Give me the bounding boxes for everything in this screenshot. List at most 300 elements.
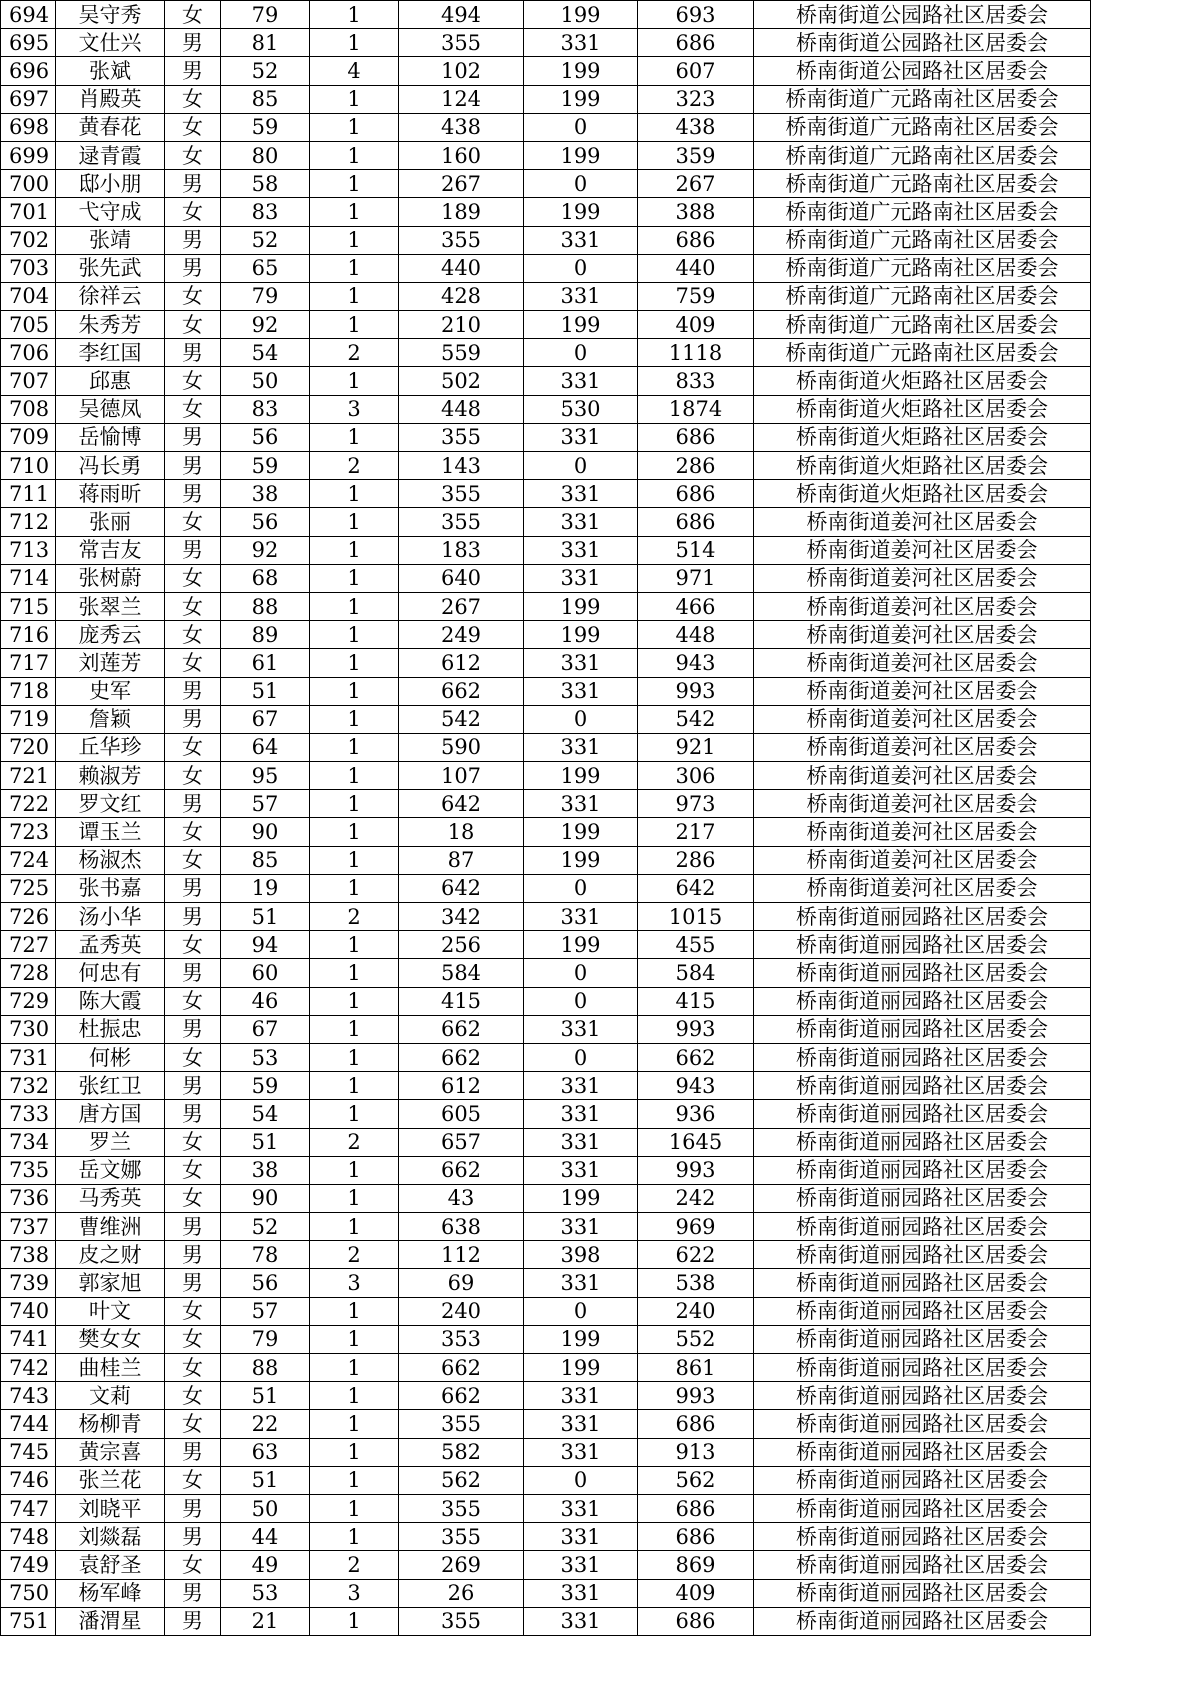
- table-row: [1, 1269, 1091, 1297]
- gender-cell: 女: [165, 1382, 221, 1410]
- amount-b-cell: 331: [524, 1213, 638, 1241]
- gender-cell: 女: [165, 649, 221, 677]
- community-cell: 桥南街道丽园路社区居委会: [754, 1607, 1091, 1635]
- table-row: [1, 1241, 1091, 1269]
- community-cell: 桥南街道丽园路社区居委会: [754, 1579, 1091, 1607]
- table-row: [1, 339, 1091, 367]
- table-row: [1, 1523, 1091, 1551]
- total-cell: 943: [638, 1072, 754, 1100]
- table-row: [1, 987, 1091, 1015]
- gender-cell: 男: [165, 1607, 221, 1635]
- community-cell: 桥南街道广元路南社区居委会: [754, 141, 1091, 169]
- community-cell: 桥南街道广元路南社区居委会: [754, 226, 1091, 254]
- community-cell: 桥南街道丽园路社区居委会: [754, 931, 1091, 959]
- age-cell: 49: [221, 1551, 310, 1579]
- community-cell: 桥南街道姜河社区居委会: [754, 790, 1091, 818]
- age-cell: 89: [221, 621, 310, 649]
- age-cell: 58: [221, 170, 310, 198]
- table-row: [1, 733, 1091, 761]
- count-cell: 1: [310, 762, 399, 790]
- amount-b-cell: 0: [524, 874, 638, 902]
- table-row: [1, 931, 1091, 959]
- count-cell: 1: [310, 1607, 399, 1635]
- community-cell: 桥南街道丽园路社区居委会: [754, 1184, 1091, 1212]
- count-cell: 1: [310, 1438, 399, 1466]
- community-cell: 桥南街道姜河社区居委会: [754, 677, 1091, 705]
- count-cell: 2: [310, 1128, 399, 1156]
- row-number: 724: [1, 846, 56, 874]
- count-cell: 1: [310, 1466, 399, 1494]
- count-cell: 1: [310, 874, 399, 902]
- gender-cell: 男: [165, 1494, 221, 1522]
- amount-b-cell: 331: [524, 1015, 638, 1043]
- count-cell: 1: [310, 170, 399, 198]
- amount-a-cell: 612: [399, 649, 524, 677]
- name-cell: 刘莲芳: [56, 649, 165, 677]
- total-cell: 973: [638, 790, 754, 818]
- total-cell: 686: [638, 226, 754, 254]
- total-cell: 833: [638, 367, 754, 395]
- name-cell: 何忠有: [56, 959, 165, 987]
- gender-cell: 女: [165, 1410, 221, 1438]
- age-cell: 81: [221, 29, 310, 57]
- row-number: 723: [1, 818, 56, 846]
- gender-cell: 女: [165, 1466, 221, 1494]
- amount-b-cell: 0: [524, 1466, 638, 1494]
- name-cell: 吴德凤: [56, 395, 165, 423]
- community-cell: 桥南街道姜河社区居委会: [754, 705, 1091, 733]
- row-number: 694: [1, 1, 56, 29]
- count-cell: 1: [310, 536, 399, 564]
- count-cell: 1: [310, 1213, 399, 1241]
- amount-b-cell: 331: [524, 1494, 638, 1522]
- name-cell: 何彬: [56, 1043, 165, 1071]
- name-cell: 张树蔚: [56, 564, 165, 592]
- count-cell: 1: [310, 987, 399, 1015]
- gender-cell: 男: [165, 1269, 221, 1297]
- community-cell: 桥南街道丽园路社区居委会: [754, 1523, 1091, 1551]
- amount-a-cell: 355: [399, 1410, 524, 1438]
- count-cell: 1: [310, 1382, 399, 1410]
- age-cell: 38: [221, 480, 310, 508]
- amount-a-cell: 355: [399, 226, 524, 254]
- table-row: [1, 452, 1091, 480]
- count-cell: 1: [310, 1015, 399, 1043]
- community-cell: 桥南街道姜河社区居委会: [754, 874, 1091, 902]
- total-cell: 686: [638, 1607, 754, 1635]
- row-number: 709: [1, 423, 56, 451]
- amount-a-cell: 267: [399, 170, 524, 198]
- gender-cell: 男: [165, 903, 221, 931]
- amount-a-cell: 18: [399, 818, 524, 846]
- total-cell: 1118: [638, 339, 754, 367]
- total-cell: 584: [638, 959, 754, 987]
- count-cell: 1: [310, 254, 399, 282]
- table-row: [1, 1, 1091, 29]
- amount-b-cell: 331: [524, 536, 638, 564]
- table-row: [1, 29, 1091, 57]
- community-cell: 桥南街道广元路南社区居委会: [754, 170, 1091, 198]
- amount-a-cell: 355: [399, 423, 524, 451]
- amount-b-cell: 331: [524, 1156, 638, 1184]
- amount-b-cell: 199: [524, 931, 638, 959]
- community-cell: 桥南街道姜河社区居委会: [754, 818, 1091, 846]
- name-cell: 刘晓平: [56, 1494, 165, 1522]
- table-row: [1, 818, 1091, 846]
- total-cell: 686: [638, 1410, 754, 1438]
- row-number: 728: [1, 959, 56, 987]
- community-cell: 桥南街道广元路南社区居委会: [754, 198, 1091, 226]
- amount-b-cell: 331: [524, 508, 638, 536]
- age-cell: 51: [221, 1466, 310, 1494]
- total-cell: 936: [638, 1100, 754, 1128]
- name-cell: 冯长勇: [56, 452, 165, 480]
- total-cell: 993: [638, 1382, 754, 1410]
- name-cell: 陈大霞: [56, 987, 165, 1015]
- age-cell: 83: [221, 395, 310, 423]
- age-cell: 59: [221, 1072, 310, 1100]
- name-cell: 皮之财: [56, 1241, 165, 1269]
- gender-cell: 男: [165, 1438, 221, 1466]
- community-cell: 桥南街道丽园路社区居委会: [754, 903, 1091, 931]
- total-cell: 686: [638, 29, 754, 57]
- table-row: [1, 508, 1091, 536]
- age-cell: 51: [221, 677, 310, 705]
- amount-a-cell: 249: [399, 621, 524, 649]
- amount-a-cell: 559: [399, 339, 524, 367]
- table-row: [1, 1607, 1091, 1635]
- row-number: 700: [1, 170, 56, 198]
- total-cell: 913: [638, 1438, 754, 1466]
- total-cell: 607: [638, 57, 754, 85]
- amount-b-cell: 331: [524, 1382, 638, 1410]
- name-cell: 蒋雨昕: [56, 480, 165, 508]
- table-row: [1, 649, 1091, 677]
- gender-cell: 女: [165, 1354, 221, 1382]
- age-cell: 80: [221, 141, 310, 169]
- count-cell: 1: [310, 1325, 399, 1353]
- total-cell: 642: [638, 874, 754, 902]
- amount-b-cell: 331: [524, 1607, 638, 1635]
- table-row: [1, 1382, 1091, 1410]
- age-cell: 79: [221, 282, 310, 310]
- table-row: [1, 903, 1091, 931]
- row-number: 739: [1, 1269, 56, 1297]
- table-row: [1, 874, 1091, 902]
- count-cell: 1: [310, 141, 399, 169]
- name-cell: 黄宗喜: [56, 1438, 165, 1466]
- gender-cell: 女: [165, 1156, 221, 1184]
- gender-cell: 男: [165, 226, 221, 254]
- age-cell: 92: [221, 311, 310, 339]
- amount-b-cell: 199: [524, 818, 638, 846]
- table-row: [1, 480, 1091, 508]
- amount-a-cell: 355: [399, 29, 524, 57]
- amount-a-cell: 440: [399, 254, 524, 282]
- name-cell: 杜振忠: [56, 1015, 165, 1043]
- name-cell: 曹维洲: [56, 1213, 165, 1241]
- gender-cell: 男: [165, 1072, 221, 1100]
- amount-b-cell: 199: [524, 141, 638, 169]
- gender-cell: 女: [165, 564, 221, 592]
- row-number: 735: [1, 1156, 56, 1184]
- name-cell: 杨淑杰: [56, 846, 165, 874]
- row-number: 742: [1, 1354, 56, 1382]
- total-cell: 323: [638, 85, 754, 113]
- name-cell: 徐祥云: [56, 282, 165, 310]
- community-cell: 桥南街道丽园路社区居委会: [754, 1325, 1091, 1353]
- row-number: 750: [1, 1579, 56, 1607]
- amount-b-cell: 331: [524, 1579, 638, 1607]
- table-row: [1, 1015, 1091, 1043]
- table-row: [1, 1354, 1091, 1382]
- total-cell: 448: [638, 621, 754, 649]
- total-cell: 455: [638, 931, 754, 959]
- gender-cell: 男: [165, 1100, 221, 1128]
- gender-cell: 男: [165, 874, 221, 902]
- row-number: 701: [1, 198, 56, 226]
- amount-a-cell: 267: [399, 592, 524, 620]
- count-cell: 1: [310, 508, 399, 536]
- name-cell: 孟秀英: [56, 931, 165, 959]
- community-cell: 桥南街道广元路南社区居委会: [754, 339, 1091, 367]
- amount-b-cell: 331: [524, 733, 638, 761]
- count-cell: 1: [310, 621, 399, 649]
- amount-a-cell: 26: [399, 1579, 524, 1607]
- age-cell: 60: [221, 959, 310, 987]
- community-cell: 桥南街道姜河社区居委会: [754, 846, 1091, 874]
- row-number: 736: [1, 1184, 56, 1212]
- name-cell: 李红国: [56, 339, 165, 367]
- table-row: [1, 846, 1091, 874]
- community-cell: 桥南街道丽园路社区居委会: [754, 1015, 1091, 1043]
- row-number: 732: [1, 1072, 56, 1100]
- table-row: [1, 141, 1091, 169]
- total-cell: 286: [638, 452, 754, 480]
- community-cell: 桥南街道广元路南社区居委会: [754, 282, 1091, 310]
- gender-cell: 女: [165, 282, 221, 310]
- amount-a-cell: 502: [399, 367, 524, 395]
- table-row: [1, 790, 1091, 818]
- total-cell: 686: [638, 1523, 754, 1551]
- total-cell: 869: [638, 1551, 754, 1579]
- gender-cell: 女: [165, 846, 221, 874]
- table-row: [1, 1128, 1091, 1156]
- age-cell: 88: [221, 592, 310, 620]
- count-cell: 1: [310, 282, 399, 310]
- age-cell: 79: [221, 1325, 310, 1353]
- community-cell: 桥南街道丽园路社区居委会: [754, 1466, 1091, 1494]
- name-cell: 刘燚磊: [56, 1523, 165, 1551]
- count-cell: 1: [310, 1297, 399, 1325]
- count-cell: 2: [310, 1551, 399, 1579]
- gender-cell: 女: [165, 1325, 221, 1353]
- total-cell: 686: [638, 1494, 754, 1522]
- community-cell: 桥南街道公园路社区居委会: [754, 1, 1091, 29]
- gender-cell: 女: [165, 508, 221, 536]
- row-number: 722: [1, 790, 56, 818]
- amount-a-cell: 590: [399, 733, 524, 761]
- gender-cell: 女: [165, 141, 221, 169]
- age-cell: 53: [221, 1579, 310, 1607]
- community-cell: 桥南街道丽园路社区居委会: [754, 1551, 1091, 1579]
- table-row: [1, 959, 1091, 987]
- name-cell: 文仕兴: [56, 29, 165, 57]
- name-cell: 张翠兰: [56, 592, 165, 620]
- row-number: 718: [1, 677, 56, 705]
- amount-b-cell: 0: [524, 959, 638, 987]
- community-cell: 桥南街道公园路社区居委会: [754, 29, 1091, 57]
- name-cell: 潘渭星: [56, 1607, 165, 1635]
- table-row: [1, 367, 1091, 395]
- count-cell: 1: [310, 1156, 399, 1184]
- community-cell: 桥南街道丽园路社区居委会: [754, 1156, 1091, 1184]
- total-cell: 993: [638, 677, 754, 705]
- total-cell: 1015: [638, 903, 754, 931]
- community-cell: 桥南街道姜河社区居委会: [754, 649, 1091, 677]
- age-cell: 67: [221, 1015, 310, 1043]
- community-cell: 桥南街道丽园路社区居委会: [754, 1128, 1091, 1156]
- name-cell: 丘华珍: [56, 733, 165, 761]
- total-cell: 562: [638, 1466, 754, 1494]
- amount-a-cell: 494: [399, 1, 524, 29]
- age-cell: 54: [221, 1100, 310, 1128]
- gender-cell: 男: [165, 423, 221, 451]
- amount-a-cell: 143: [399, 452, 524, 480]
- total-cell: 542: [638, 705, 754, 733]
- table-row: [1, 592, 1091, 620]
- amount-b-cell: 331: [524, 1128, 638, 1156]
- table-row: [1, 113, 1091, 141]
- amount-a-cell: 269: [399, 1551, 524, 1579]
- amount-b-cell: 331: [524, 1551, 638, 1579]
- table-row: [1, 1184, 1091, 1212]
- row-number: 703: [1, 254, 56, 282]
- community-cell: 桥南街道姜河社区居委会: [754, 733, 1091, 761]
- amount-a-cell: 69: [399, 1269, 524, 1297]
- row-number: 745: [1, 1438, 56, 1466]
- name-cell: 吴守秀: [56, 1, 165, 29]
- row-number: 730: [1, 1015, 56, 1043]
- amount-b-cell: 331: [524, 1100, 638, 1128]
- row-number: 725: [1, 874, 56, 902]
- amount-b-cell: 331: [524, 1410, 638, 1438]
- community-cell: 桥南街道丽园路社区居委会: [754, 1100, 1091, 1128]
- table-row: [1, 1043, 1091, 1071]
- total-cell: 409: [638, 311, 754, 339]
- row-number: 698: [1, 113, 56, 141]
- community-cell: 桥南街道广元路南社区居委会: [754, 311, 1091, 339]
- amount-a-cell: 662: [399, 1043, 524, 1071]
- table-row: [1, 254, 1091, 282]
- community-cell: 桥南街道火炬路社区居委会: [754, 367, 1091, 395]
- total-cell: 921: [638, 733, 754, 761]
- total-cell: 440: [638, 254, 754, 282]
- row-number: 748: [1, 1523, 56, 1551]
- amount-b-cell: 398: [524, 1241, 638, 1269]
- amount-b-cell: 331: [524, 790, 638, 818]
- count-cell: 1: [310, 480, 399, 508]
- count-cell: 4: [310, 57, 399, 85]
- table-row: [1, 564, 1091, 592]
- community-cell: 桥南街道姜河社区居委会: [754, 508, 1091, 536]
- row-number: 708: [1, 395, 56, 423]
- gender-cell: 男: [165, 1579, 221, 1607]
- table-row: [1, 705, 1091, 733]
- community-cell: 桥南街道丽园路社区居委会: [754, 1438, 1091, 1466]
- age-cell: 65: [221, 254, 310, 282]
- table-row: [1, 1297, 1091, 1325]
- row-number: 747: [1, 1494, 56, 1522]
- name-cell: 邸小朋: [56, 170, 165, 198]
- amount-a-cell: 584: [399, 959, 524, 987]
- gender-cell: 男: [165, 1015, 221, 1043]
- total-cell: 1874: [638, 395, 754, 423]
- community-cell: 桥南街道广元路南社区居委会: [754, 254, 1091, 282]
- gender-cell: 女: [165, 1297, 221, 1325]
- amount-b-cell: 199: [524, 1184, 638, 1212]
- table-row: [1, 762, 1091, 790]
- total-cell: 969: [638, 1213, 754, 1241]
- count-cell: 1: [310, 423, 399, 451]
- name-cell: 弋守成: [56, 198, 165, 226]
- table-row: [1, 1213, 1091, 1241]
- count-cell: 1: [310, 29, 399, 57]
- age-cell: 78: [221, 1241, 310, 1269]
- name-cell: 史军: [56, 677, 165, 705]
- age-cell: 56: [221, 508, 310, 536]
- table-row: [1, 226, 1091, 254]
- row-number: 717: [1, 649, 56, 677]
- gender-cell: 女: [165, 1, 221, 29]
- amount-a-cell: 355: [399, 1607, 524, 1635]
- community-cell: 桥南街道丽园路社区居委会: [754, 1297, 1091, 1325]
- count-cell: 1: [310, 226, 399, 254]
- amount-b-cell: 0: [524, 1297, 638, 1325]
- count-cell: 1: [310, 677, 399, 705]
- table-row: [1, 1466, 1091, 1494]
- amount-a-cell: 582: [399, 1438, 524, 1466]
- row-number: 744: [1, 1410, 56, 1438]
- amount-b-cell: 199: [524, 762, 638, 790]
- table-row: [1, 621, 1091, 649]
- name-cell: 袁舒圣: [56, 1551, 165, 1579]
- amount-b-cell: 199: [524, 198, 638, 226]
- table-body: [1, 1, 1091, 1636]
- total-cell: 242: [638, 1184, 754, 1212]
- count-cell: 1: [310, 85, 399, 113]
- gender-cell: 男: [165, 1241, 221, 1269]
- total-cell: 286: [638, 846, 754, 874]
- amount-a-cell: 642: [399, 790, 524, 818]
- age-cell: 22: [221, 1410, 310, 1438]
- name-cell: 朱秀芳: [56, 311, 165, 339]
- total-cell: 971: [638, 564, 754, 592]
- age-cell: 50: [221, 1494, 310, 1522]
- name-cell: 岳愉博: [56, 423, 165, 451]
- name-cell: 樊女女: [56, 1325, 165, 1353]
- age-cell: 50: [221, 367, 310, 395]
- row-number: 702: [1, 226, 56, 254]
- count-cell: 1: [310, 1043, 399, 1071]
- table-row: [1, 1494, 1091, 1522]
- gender-cell: 女: [165, 198, 221, 226]
- gender-cell: 女: [165, 931, 221, 959]
- table-row: [1, 1410, 1091, 1438]
- row-number: 726: [1, 903, 56, 931]
- community-cell: 桥南街道丽园路社区居委会: [754, 1043, 1091, 1071]
- gender-cell: 女: [165, 987, 221, 1015]
